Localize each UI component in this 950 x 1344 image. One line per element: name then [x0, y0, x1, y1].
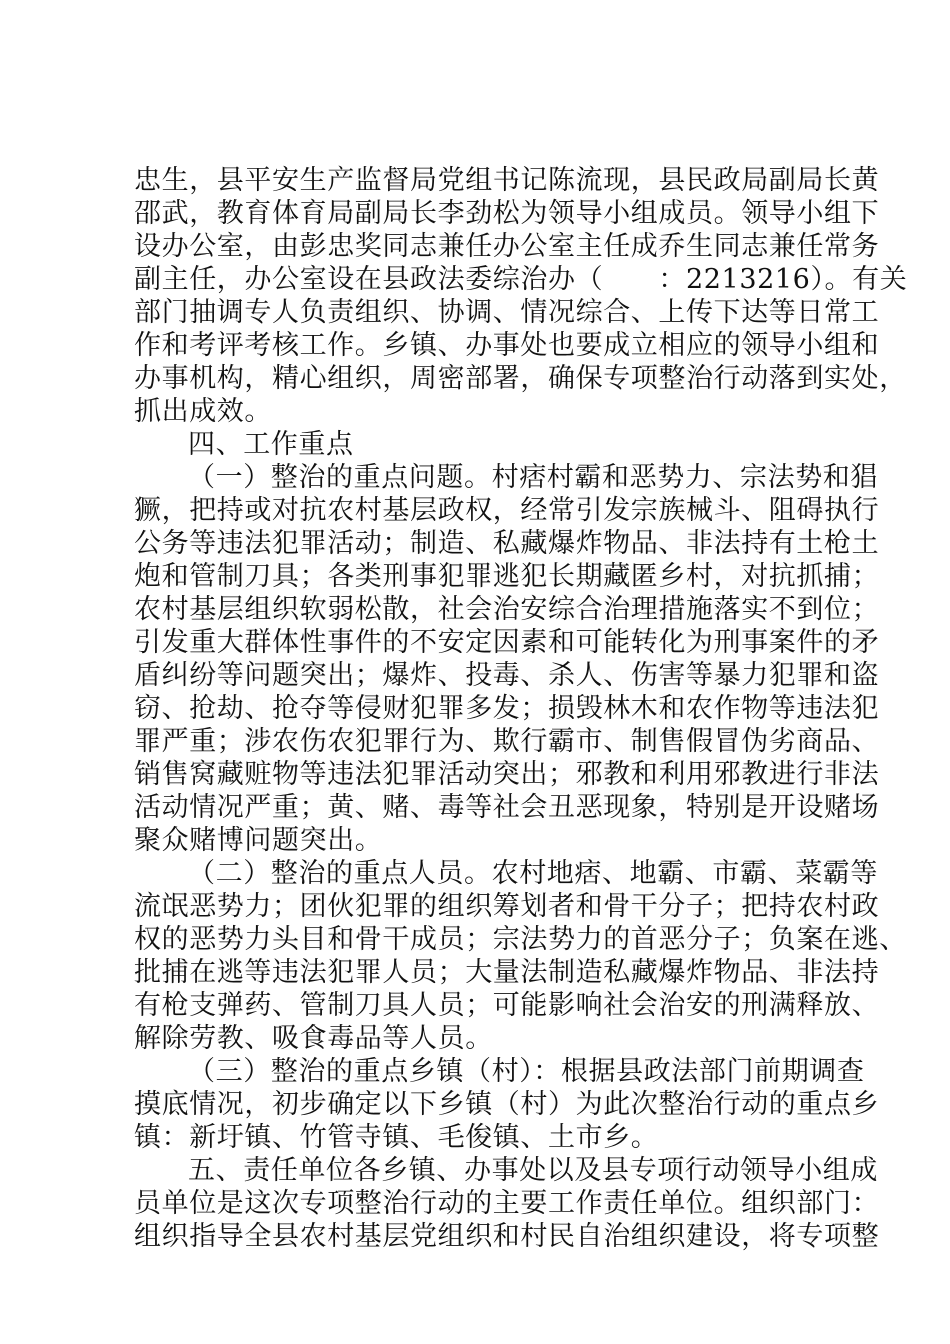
text-line: 权的恶势力头目和骨干成员；宗法势力的首恶分子；负案在逃、 [134, 924, 907, 955]
text-line: 流氓恶势力；团伙犯罪的组织筹划者和骨干分子；把持农村政 [134, 891, 880, 922]
text-line: （一）整治的重点问题。村痞村霸和恶势力、宗法势和猖 [188, 462, 878, 493]
text-line: 忠生，县平安生产监督局党组书记陈流现，县民政局副局长黄 [134, 165, 880, 196]
text-line: （三）整治的重点乡镇（村）：根据县政法部门前期调查 [188, 1056, 865, 1087]
text-line: 罪严重；涉农伤农犯罪行为、欺行霸市、制售假冒伪劣商品、 [134, 726, 880, 757]
text-line: 聚众赌博问题突出。 [134, 825, 383, 856]
text-line: 农村基层组织软弱松散，社会治安综合治理措施落实不到位； [134, 594, 880, 625]
text-line: 窃、抢劫、抢夺等侵财犯罪多发；损毁林木和农作物等违法犯 [134, 693, 880, 724]
text-line: 设办公室，由彭忠奖同志兼任办公室主任成乔生同志兼任常务 [134, 231, 880, 262]
text-line: 獗，把持或对抗农村基层政权，经常引发宗族械斗、阻碍执行 [134, 495, 880, 526]
text-line: 四、工作重点 [188, 429, 354, 460]
text-line: 有枪支弹药、管制刀具人员；可能影响社会治安的刑满释放、 [134, 990, 880, 1021]
text-line: 解除劳教、吸食毒品等人员。 [134, 1023, 493, 1054]
text-line: 引发重大群体性事件的不安定因素和可能转化为刑事案件的矛 [134, 627, 880, 658]
text-line: 抓出成效。 [134, 396, 272, 427]
text-line: 镇：新圩镇、竹管寺镇、毛俊镇、土市乡。 [134, 1122, 659, 1153]
text-line: 摸底情况，初步确定以下乡镇（村）为此次整治行动的重点乡 [134, 1089, 880, 1120]
text-line: 办事机构，精心组织，周密部署，确保专项整治行动落到实处， [134, 363, 907, 394]
text-line: （二）整治的重点人员。农村地痞、地霸、市霸、菜霸等 [188, 858, 878, 889]
body-text [134, 164, 908, 1253]
text-line: 部门抽调专人负责组织、协调、情况综合、上传下达等日常工 [134, 297, 880, 328]
text-line: 组织指导全县农村基层党组织和村民自治组织建设，将专项整 [134, 1221, 880, 1252]
text-line: 销售窝藏赃物等违法犯罪活动突出；邪教和利用邪教进行非法 [134, 759, 880, 790]
text-line: 活动情况严重；黄、赌、毒等社会丑恶现象，特别是开设赌场 [134, 792, 880, 823]
text-line: 五、责任单位各乡镇、办事处以及县专项行动领导小组成 [188, 1155, 878, 1186]
text-line: 炮和管制刀具；各类刑事犯罪逃犯长期藏匿乡村，对抗抓捕； [134, 561, 880, 592]
text-line: 批捕在逃等违法犯罪人员；大量法制造私藏爆炸物品、非法持 [134, 957, 880, 988]
text-line: 作和考评考核工作。乡镇、办事处也要成立相应的领导小组和 [134, 330, 880, 361]
text-line: 副主任，办公室设在县政法委综治办（ ：2213216）。有关 [134, 264, 908, 295]
text-line: 公务等违法犯罪活动；制造、私藏爆炸物品、非法持有土枪土 [134, 528, 880, 559]
text-line: 邵武，教育体育局副局长李劲松为领导小组成员。领导小组下 [134, 198, 880, 229]
text-line: 盾纠纷等问题突出；爆炸、投毒、杀人、伤害等暴力犯罪和盗 [134, 660, 880, 691]
text-line: 员单位是这次专项整治行动的主要工作责任单位。组织部门： [134, 1188, 880, 1219]
